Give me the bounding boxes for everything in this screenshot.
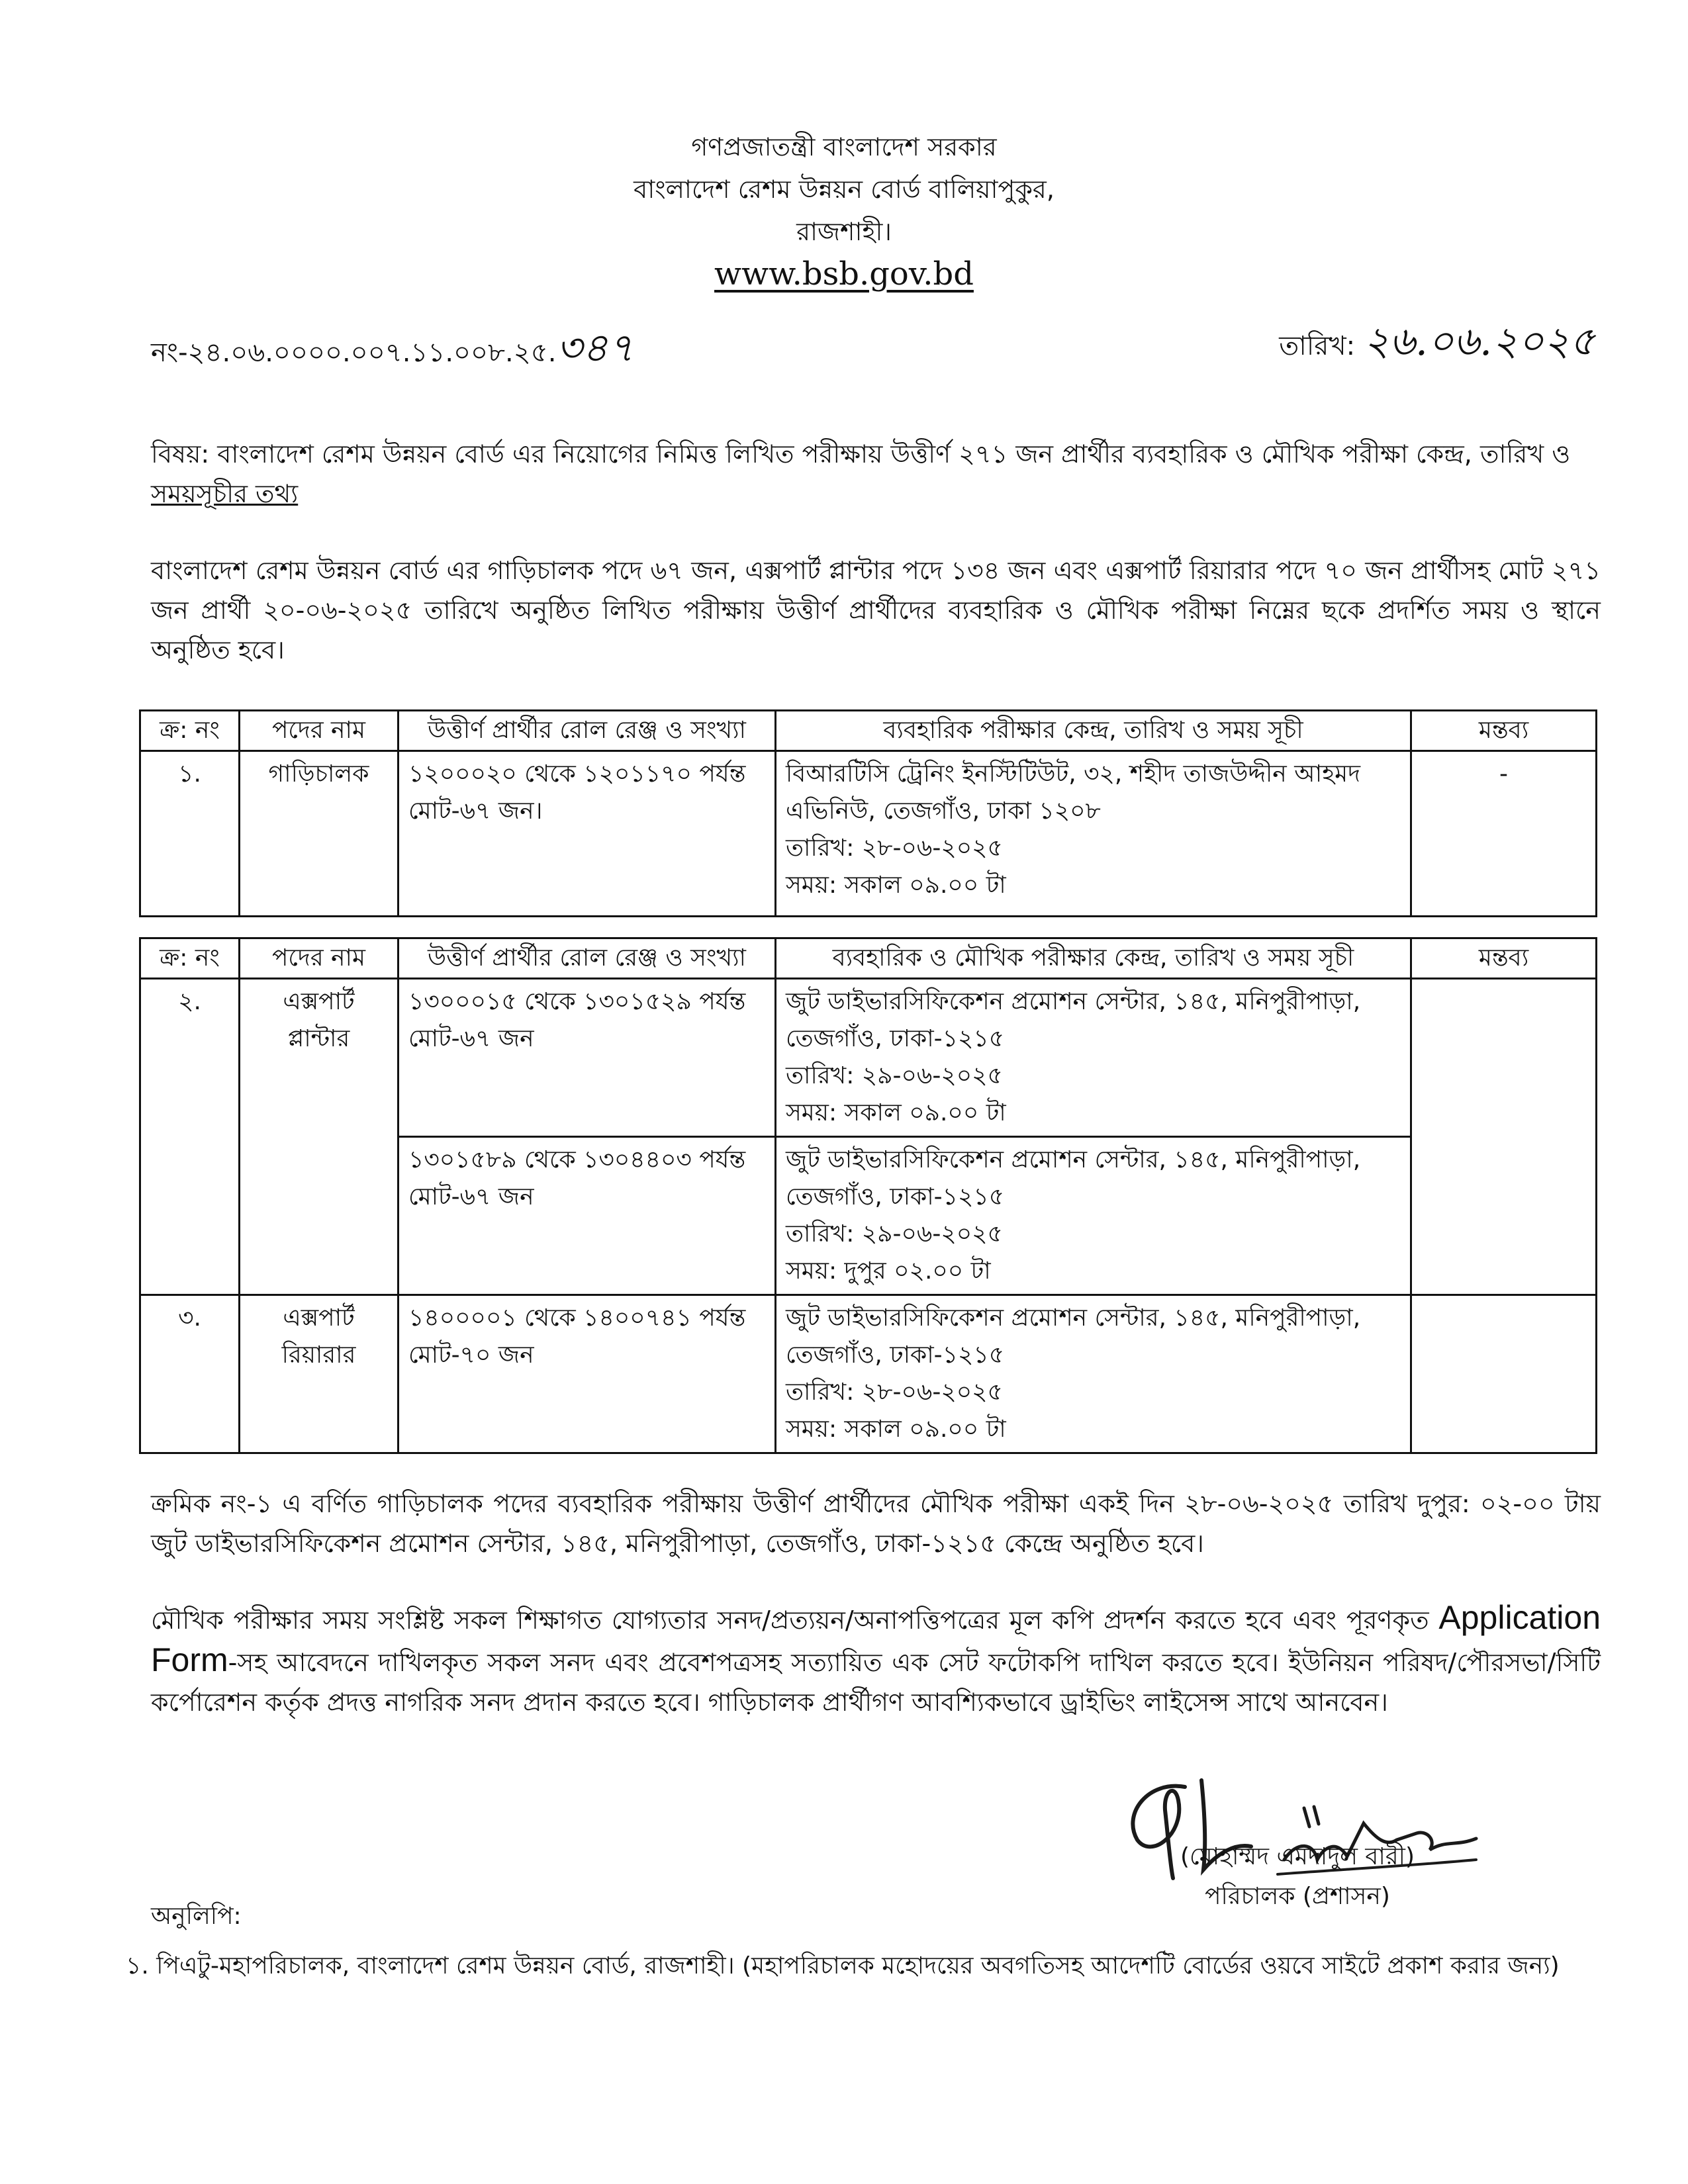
candidate-count: মোট-৬৭ জন।: [408, 797, 543, 825]
govt-name: গণপ্রজাতন্ত্রী বাংলাদেশ সরকার: [691, 132, 997, 161]
memo-date: [1279, 311, 1595, 377]
col-venue-schedule: ব্যবহারিক ও মৌখিক পরীক্ষার কেন্দ্র, তারিখ ও সময় সূচী: [776, 938, 1411, 979]
col-post: পদের নাম: [240, 711, 399, 751]
exam-date: তারিখ: ২৯-০৬-২০২৫: [786, 1220, 1003, 1248]
org-name: বাংলাদেশ রেশম উন্নয়ন বোর্ড বালিয়াপুকুর,: [633, 175, 1055, 204]
subject-line: [151, 434, 1594, 514]
col-remarks: মন্তব্য: [1411, 938, 1597, 979]
memo-reference: [151, 318, 633, 384]
roll-range: ১৩০০০১৫ থেকে ১৩০১৫২৯ পর্যন্ত: [408, 988, 746, 1015]
copy-item: ১. পিএটু-মহাপরিচালক, বাংলাদেশ রেশম উন্নয়ন বোর্ড, রাজশাহী। (মহাপরিচালক মহোদয়ের অবগতিসহ আদেশটি বোর্ডের ওয়বে সাইটে প্রকাশ করার জন্য): [126, 1952, 1560, 1979]
subject-label: বিষয়:: [151, 439, 210, 469]
exam-time: সময়: সকাল ০৯.০০ টা: [786, 1416, 1006, 1443]
exam-time: সময়: সকাল ০৯.০০ টা: [786, 872, 1006, 899]
practical-viva-table: [139, 937, 1597, 1454]
venue-cell: [776, 751, 1411, 917]
serial-cell: ১.: [140, 751, 240, 917]
post-line-2: রিয়ারার: [281, 1342, 356, 1369]
instructions-part-2: -সহ আবেদনে দাখিলকৃত সকল সনদ এবং প্রবেশপত্রসহ সত্যায়িত এক সেট ফটোকপি দাখিল করতে হবে। ইউনিয়ন পরিষদ/পৌরসভা/সিটি কর্পোরেশন কর্তৃক প্রদত্ত নাগরিক সনদ প্রদান করতে হবে। গাড়িচালক প্রার্থীগণ আবশ্যিকভাবে ড্রাইভিং লাইসেন্স সাথে আনবেন।: [151, 1648, 1601, 1717]
application-form-text: Application Form: [151, 1599, 1601, 1678]
memo-ref-handwritten: ৩৪৭: [556, 325, 634, 371]
post-line-1: এক্সপার্ট: [283, 1304, 355, 1332]
venue-cell: [776, 1137, 1411, 1295]
signatory-name: (মোহাম্মদ এমদাদুল বারী): [1180, 1843, 1415, 1870]
memo-ref-prefix: নং-২৪.০৬.০০০০.০০৭.১১.০০৮.২৫.: [151, 338, 557, 368]
org-city: রাজশাহী।: [796, 217, 892, 246]
venue-cell: [776, 979, 1411, 1137]
exam-date: তারিখ: ২৮-০৬-২০২৫: [786, 835, 1003, 862]
post-cell: [240, 979, 399, 1295]
col-venue-schedule: ব্যবহারিক পরীক্ষার কেন্দ্র, তারিখ ও সময় সূচী: [776, 711, 1411, 751]
venue: বিআরটিসি ট্রেনিং ইনস্টিটিউট, ৩২, শহীদ তাজউদ্দীন আহমদ এভিনিউ, তেজগাঁও, ঢাকা ১২০৮: [786, 760, 1361, 825]
copy-label: অনুলিপি:: [151, 1903, 242, 1930]
date-label: তারিখ:: [1279, 331, 1356, 361]
serial-cell: ৩.: [140, 1295, 240, 1453]
table-header-row: [140, 938, 1597, 979]
date-handwritten: ২৬.০৬.২০২৫: [1363, 318, 1595, 365]
roll-range: ১২০০০২০ থেকে ১২০১১৭০ পর্যন্ত: [408, 760, 746, 788]
subject-text-underlined: সময়সূচীর তথ্য: [151, 479, 299, 508]
candidate-count: মোট-৭০ জন: [408, 1342, 534, 1369]
candidate-count: মোট-৬৭ জন: [408, 1183, 534, 1210]
serial-cell: ২.: [140, 979, 240, 1295]
exam-time: সময়: দুপুর ০২.০০ টা: [786, 1257, 991, 1285]
document-instructions: [151, 1598, 1601, 1722]
roll-range: ১৩০১৫৮৯ থেকে ১৩০৪৪০৩ পর্যন্ত: [408, 1146, 746, 1173]
intro-paragraph: বাংলাদেশ রেশম উন্নয়ন বোর্ড এর গাড়িচালক পদে ৬৭ জন, এক্সপার্ট প্লান্টার পদে ১৩৪ জন এবং এক্সপার্ট রিয়ারার পদে ৭০ জন প্রার্থীসহ মোট ২৭১ জন প্রার্থী ২০-০৬-২০২৫ তারিখে অনুষ্ঠিত লিখিত পরীক্ষায় উত্তীর্ণ প্রার্থীদের ব্যবহারিক ও মৌখিক পরীক্ষা নিম্নের ছকে প্রদর্শিত সময় ও স্থানে অনুষ্ঠিত হবে।: [151, 556, 1601, 664]
exam-time: সময়: সকাল ০৯.০০ টা: [786, 1099, 1006, 1126]
col-post: পদের নাম: [240, 938, 399, 979]
table-row: [140, 979, 1597, 1137]
col-roll-range: উত্তীর্ণ প্রার্থীর রোল রেঞ্জ ও সংখ্যা: [399, 938, 776, 979]
driver-exam-table: [139, 709, 1597, 917]
remarks-cell: [1411, 979, 1597, 1295]
post-line-2: প্লান্টার: [287, 1025, 350, 1052]
post-line-1: এক্সপার্ট: [283, 988, 355, 1015]
col-remarks: মন্তব্য: [1411, 711, 1597, 751]
website-link[interactable]: www.bsb.gov.bd: [714, 255, 974, 293]
exam-date: তারিখ: ২৮-০৬-২০২৫: [786, 1379, 1003, 1406]
letterhead: [0, 126, 1688, 295]
signatory-title: পরিচালক (প্রশাসন): [1205, 1883, 1390, 1910]
col-serial: ক্র: নং: [140, 711, 240, 751]
col-roll-range: উত্তীর্ণ প্রার্থীর রোল রেঞ্জ ও সংখ্যা: [399, 711, 776, 751]
roll-range-cell: [399, 979, 776, 1137]
venue-cell: [776, 1295, 1411, 1453]
table-row: [140, 751, 1597, 917]
table-header-row: [140, 711, 1597, 751]
col-serial: ক্র: নং: [140, 938, 240, 979]
venue: জুট ডাইভারসিফিকেশন প্রমোশন সেন্টার, ১৪৫, মনিপুরীপাড়া, তেজগাঁও, ঢাকা-১২১৫: [786, 1146, 1361, 1210]
remarks-cell: [1411, 1295, 1597, 1453]
signatory-block: [1072, 1837, 1523, 1917]
roll-range-cell: [399, 1137, 776, 1295]
post-cell: গাড়িচালক: [240, 751, 399, 917]
driver-viva-note: ক্রমিক নং-১ এ বর্ণিত গাড়িচালক পদের ব্যবহারিক পরীক্ষায় উত্তীর্ণ প্রার্থীদের মৌখিক পরীক্ষা একই দিন ২৮-০৬-২০২৫ তারিখ দুপুর: ০২-০০ টায় জুট ডাইভারসিফিকেশন প্রমোশন সেন্টার, ১৪৫, মনিপুরীপাড়া, তেজগাঁও, ঢাকা-১২১৫ কেন্দ্রে অনুষ্ঠিত হবে।: [151, 1489, 1601, 1558]
subject-text: বাংলাদেশ রেশম উন্নয়ন বোর্ড এর নিয়োগের নিমিত্ত লিখিত পরীক্ষায় উত্তীর্ণ ২৭১ জন প্রার্থীর ব্যবহারিক ও মৌখিক পরীক্ষা কেন্দ্র, তারিখ ও: [217, 439, 1571, 469]
post-cell: [240, 1295, 399, 1453]
candidate-count: মোট-৬৭ জন: [408, 1025, 534, 1052]
venue: জুট ডাইভারসিফিকেশন প্রমোশন সেন্টার, ১৪৫, মনিপুরীপাড়া, তেজগাঁও, ঢাকা-১২১৫: [786, 1304, 1361, 1369]
remarks-cell: -: [1411, 751, 1597, 917]
instructions-part-1: মৌখিক পরীক্ষার সময় সংশ্লিষ্ট সকল শিক্ষাগত যোগ্যতার সনদ/প্রত্যয়ন/অনাপত্তিপত্রের মূল কপি প্রদর্শন করতে হবে এবং পূরণকৃত: [151, 1606, 1439, 1635]
venue: জুট ডাইভারসিফিকেশন প্রমোশন সেন্টার, ১৪৫, মনিপুরীপাড়া, তেজগাঁও, ঢাকা-১২১৫: [786, 988, 1361, 1052]
exam-date: তারিখ: ২৯-০৬-২০২৫: [786, 1062, 1003, 1089]
roll-range-cell: [399, 1295, 776, 1453]
roll-range-cell: [399, 751, 776, 917]
table-row: [140, 1295, 1597, 1453]
roll-range: ১৪০০০০১ থেকে ১৪০০৭৪১ পর্যন্ত: [408, 1304, 746, 1332]
